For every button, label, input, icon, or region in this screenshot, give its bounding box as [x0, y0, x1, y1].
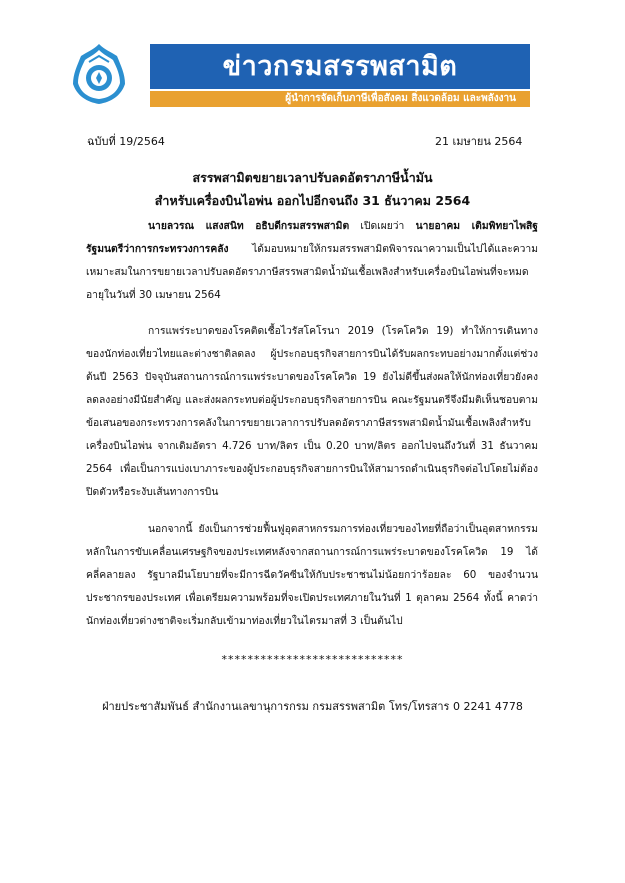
paragraph-1-text-a: เปิดเผยว่า: [349, 220, 416, 232]
footer-contact: ฝ่ายประชาสัมพันธ์ สำนักงานเลขานุการกรม กรมสรรพสามิต โทร/โทรสาร 0 2241 4778: [102, 700, 523, 713]
header-banner: [150, 44, 530, 104]
paragraph-3-text: นอกจากนี้ ยังเป็นการช่วยฟื้นฟูอุตสาหกรรมการท่องเที่ยวของไทยที่ถือว่าเป็นอุตสาหกรรมหลักในการขับเคลื่อนเศรษฐกิจของประเทศหลังจากสถานการณ์การแพร่ระบาดของโรคโควิด 19 ได้คลี่คลายลง รัฐบาลมีนโยบายที่จะมีการฉีดวัคซีนให้กับประชาชนไม่น้อยกว่าร้อยละ 60 ของจำนวนประชากรของประเทศ เพื่อเตรียมความพร้อมที่จะเปิดประเทศภายในวันที่ 1 ตุลาคม 2564 ทั้งนี้ คาดว่านักท่องเที่ยวต่างชาติจะเริ่มกลับเข้ามาท่องเที่ยวในไตรมาสที่ 3 เป็นต้นไป: [86, 523, 538, 627]
department-seal-icon: [67, 42, 131, 106]
paragraph-1-text-b: ได้มอบหมายให้กรมสรรพสามิตพิจารณาความเป็นไปได้และความเหมาะสมในการขยายเวลาปรับลดอัตราภาษีสรรพสามิตน้ำมันเชื้อเพลิงสำหรับเครื่องบินไอพ่นที่จะหมดอายุในวันที่ 30 เมษายน 2564: [86, 243, 538, 301]
headline-line-2: สำหรับเครื่องบินไอพ่น ออกไปอีกจนถึง 31 ธันวาคม 2564: [154, 193, 471, 208]
paragraph-3: [86, 518, 538, 633]
paragraph-2-text: การแพร่ระบาดของโรคติดเชื้อไวรัสโคโรนา 2019 (โรคโควิด 19) ทำให้การเดินทางของนักท่องเที่ยวไทยและต่างชาติลดลง ผู้ประกอบธุรกิจสายการบินได้รับผลกระทบอย่างมากตั้งแต่ช่วงต้นปี 2563 ปัจจุบันสถานการณ์การแพร่ระบาดของโรคโควิด 19 ยังไม่ดีขึ้นส่งผลให้นักท่องเที่ยวยังคงลดลงอย่างมีนัยสำคัญ และส่งผลกระทบต่อผู้ประกอบธุรกิจสายการบิน คณะรัฐมนตรีจึงมีมติเห็นชอบตามข้อเสนอของกระทรวงการคลังในการขยายเวลาการปรับลดอัตราภาษีสรรพสามิตน้ำมันเชื้อเพลิงสำหรับเครื่องบินไอพ่น จากเดิมอัตรา 4.726 บาท/ลิตร เป็น 0.20 บาท/ลิตร ออกไปจนถึงวันที่ 31 ธันวาคม 2564 เพื่อเป็นการแบ่งเบาภาระของผู้ประกอบธุรกิจสายการบินให้สามารถดำเนินธุรกิจต่อไปโดยไม่ต้องปิดตัวหรือระงับเส้นทางการบิน: [86, 325, 538, 498]
banner-subtitle: ผู้นำการจัดเก็บภาษีเพื่อสังคม สิ่งแวดล้อม และพลังงาน: [285, 93, 516, 104]
separator: ****************************: [221, 653, 404, 666]
paragraph-1: [86, 215, 538, 307]
headline-line-1: สรรพสามิตขยายเวลาปรับลดอัตราภาษีน้ำมัน: [192, 170, 433, 185]
director-name: นายลวรณ แสงสนิท อธิบดีกรมสรรพสามิต: [148, 220, 350, 232]
banner-title: ข่าวกรมสรรพสามิต: [222, 51, 458, 82]
paragraph-2: [86, 320, 538, 504]
release-date: 21 เมษายน 2564: [435, 135, 523, 148]
issue-number: ฉบับที่ 19/2564: [87, 135, 165, 148]
minister-name: นายอาคม เติมพิทยาไพสิฐ รัฐมนตรีว่าการกระทรวงการคลัง: [86, 220, 538, 255]
